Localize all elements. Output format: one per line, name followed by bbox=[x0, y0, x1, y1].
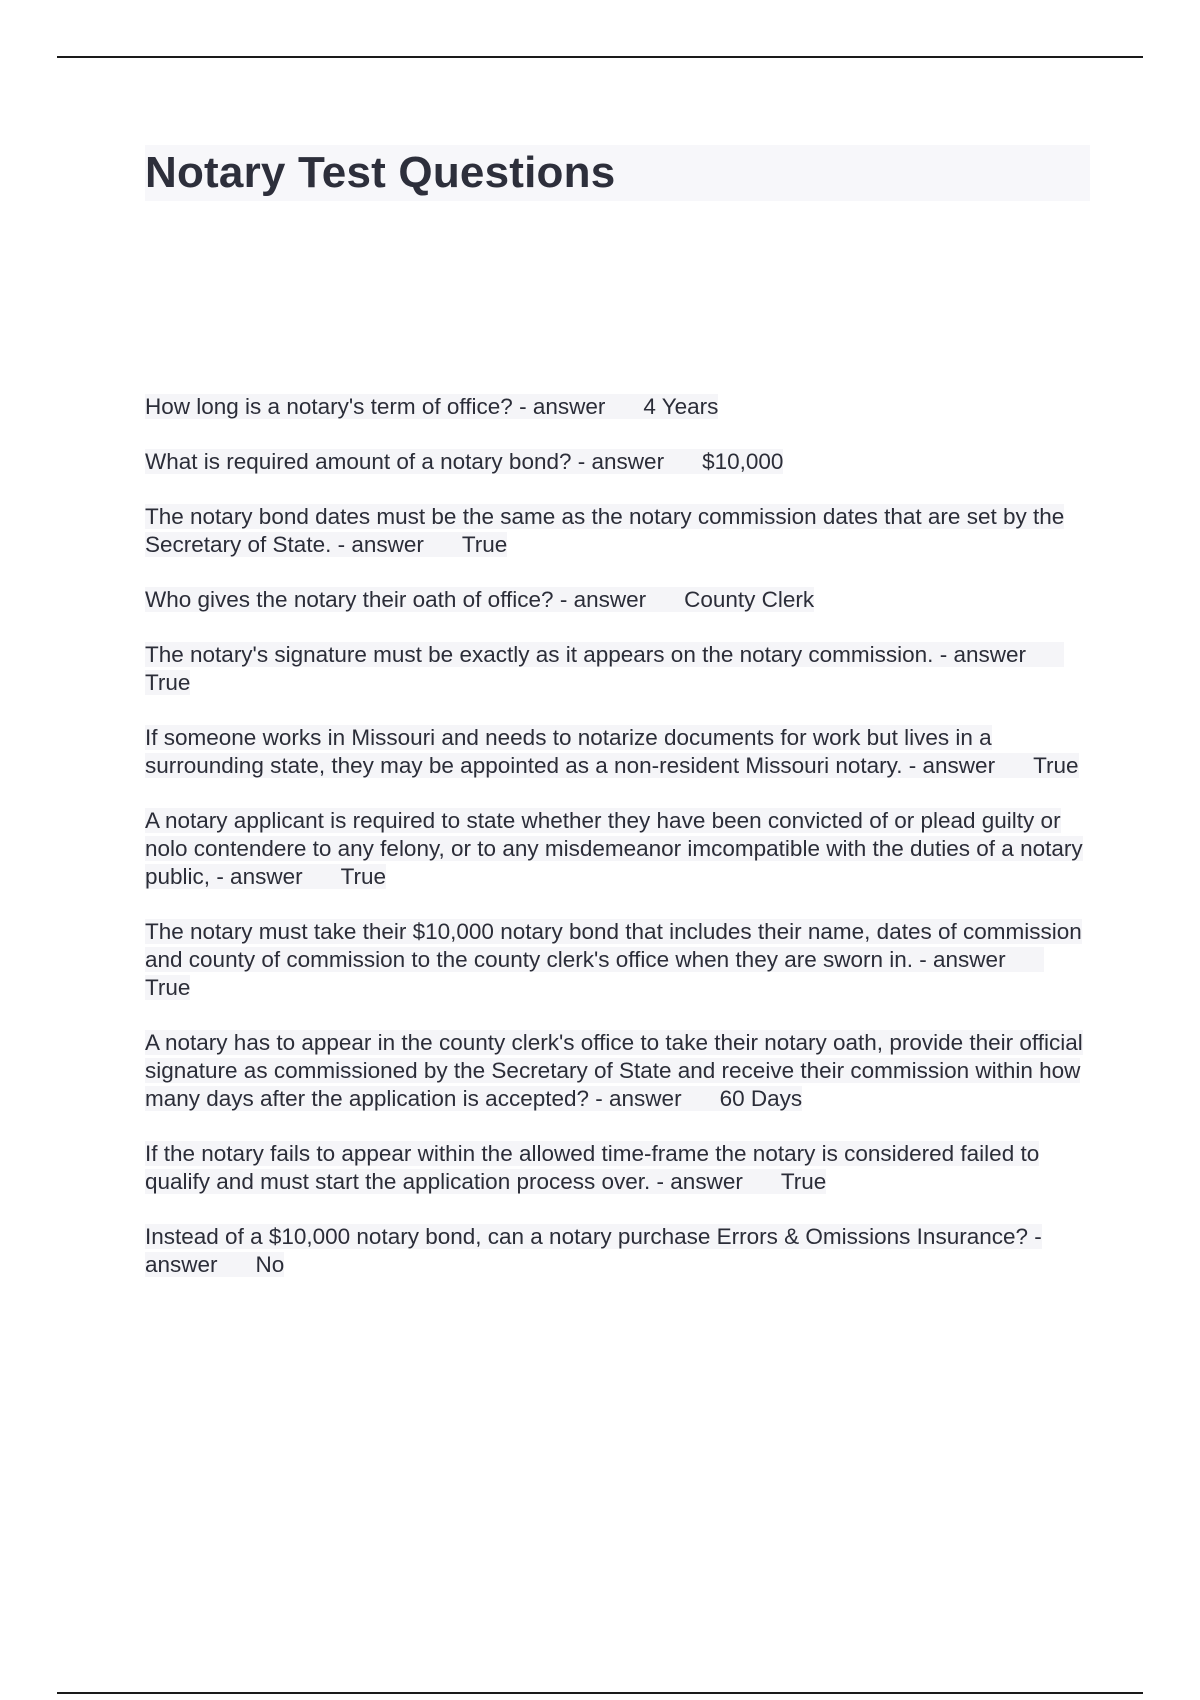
bottom-rule bbox=[57, 1692, 1143, 1694]
answer-marker: - answer bbox=[145, 1224, 1042, 1277]
question-text: A notary has to appear in the county clerk's office to take their notary oath, provide their official signature as commissioned by the Secretary of State and receive their commission within how many days after the application is accepted? bbox=[145, 1030, 1083, 1111]
question-text: Who gives the notary their oath of office? bbox=[145, 587, 554, 612]
qa-item bbox=[145, 641, 1085, 697]
answer-text: 4 Years bbox=[643, 394, 719, 419]
qa-item bbox=[145, 724, 1085, 780]
answer-text: True bbox=[145, 975, 191, 1000]
answer-text: County Clerk bbox=[684, 587, 815, 612]
qa-item bbox=[145, 586, 1085, 614]
question-text: The notary bond dates must be the same as the notary commission dates that are set by the Secretary of State. bbox=[145, 504, 1065, 557]
qa-item bbox=[145, 1223, 1085, 1279]
question-text: The notary's signature must be exactly as it appears on the notary commission. bbox=[145, 642, 934, 667]
qa-item bbox=[145, 448, 1085, 476]
answer-marker: - answer bbox=[559, 587, 647, 612]
question-text: A notary applicant is required to state whether they have been convicted of or plead guilty or nolo contendere to any felony, or to any misdemeanor imcompatible with the duties of a notary public, bbox=[145, 808, 1083, 889]
answer-marker: - answer bbox=[939, 642, 1026, 667]
question-text: If someone works in Missouri and needs to notarize documents for work but lives in a surrounding state, they may be appointed as a non-resident Missouri notary. bbox=[145, 725, 992, 778]
qa-item bbox=[145, 807, 1085, 891]
qa-item bbox=[145, 1029, 1085, 1113]
answer-marker: - answer bbox=[216, 864, 303, 889]
question-text: If the notary fails to appear within the allowed time-frame the notary is considered failed to qualify and must start the application process over. bbox=[145, 1141, 1040, 1194]
qa-item bbox=[145, 918, 1085, 1002]
answer-marker: - answer bbox=[337, 532, 424, 557]
question-text: Instead of a $10,000 notary bond, can a notary purchase Errors & Omissions Insurance? bbox=[145, 1224, 1029, 1249]
page-title: Notary Test Questions bbox=[145, 148, 616, 197]
qa-item bbox=[145, 503, 1085, 559]
answer-marker: - answer bbox=[656, 1169, 743, 1194]
qa-item bbox=[145, 393, 1085, 421]
answer-text: True bbox=[145, 670, 191, 695]
question-text: How long is a notary's term of office? bbox=[145, 394, 513, 419]
answer-text: True bbox=[1033, 753, 1079, 778]
qa-item bbox=[145, 1140, 1085, 1196]
answer-marker: - answer bbox=[519, 394, 606, 419]
qa-list bbox=[145, 393, 1085, 1306]
answer-marker: - answer bbox=[577, 449, 665, 474]
answer-text: 60 Days bbox=[719, 1086, 803, 1111]
question-text: The notary must take their $10,000 notary bond that includes their name, dates of commission and county of commission to the county clerk's office when they are sworn in. bbox=[145, 919, 1082, 972]
answer-text: True bbox=[340, 864, 387, 889]
answer-text: True bbox=[461, 532, 508, 557]
answer-marker: - answer bbox=[595, 1086, 682, 1111]
answer-text: No bbox=[255, 1252, 285, 1277]
top-rule bbox=[57, 56, 1143, 58]
answer-text: True bbox=[780, 1169, 827, 1194]
answer-text: $10,000 bbox=[702, 449, 784, 474]
answer-marker: - answer bbox=[908, 753, 996, 778]
question-text: What is required amount of a notary bond? bbox=[145, 449, 572, 474]
answer-marker: - answer bbox=[919, 947, 1006, 972]
